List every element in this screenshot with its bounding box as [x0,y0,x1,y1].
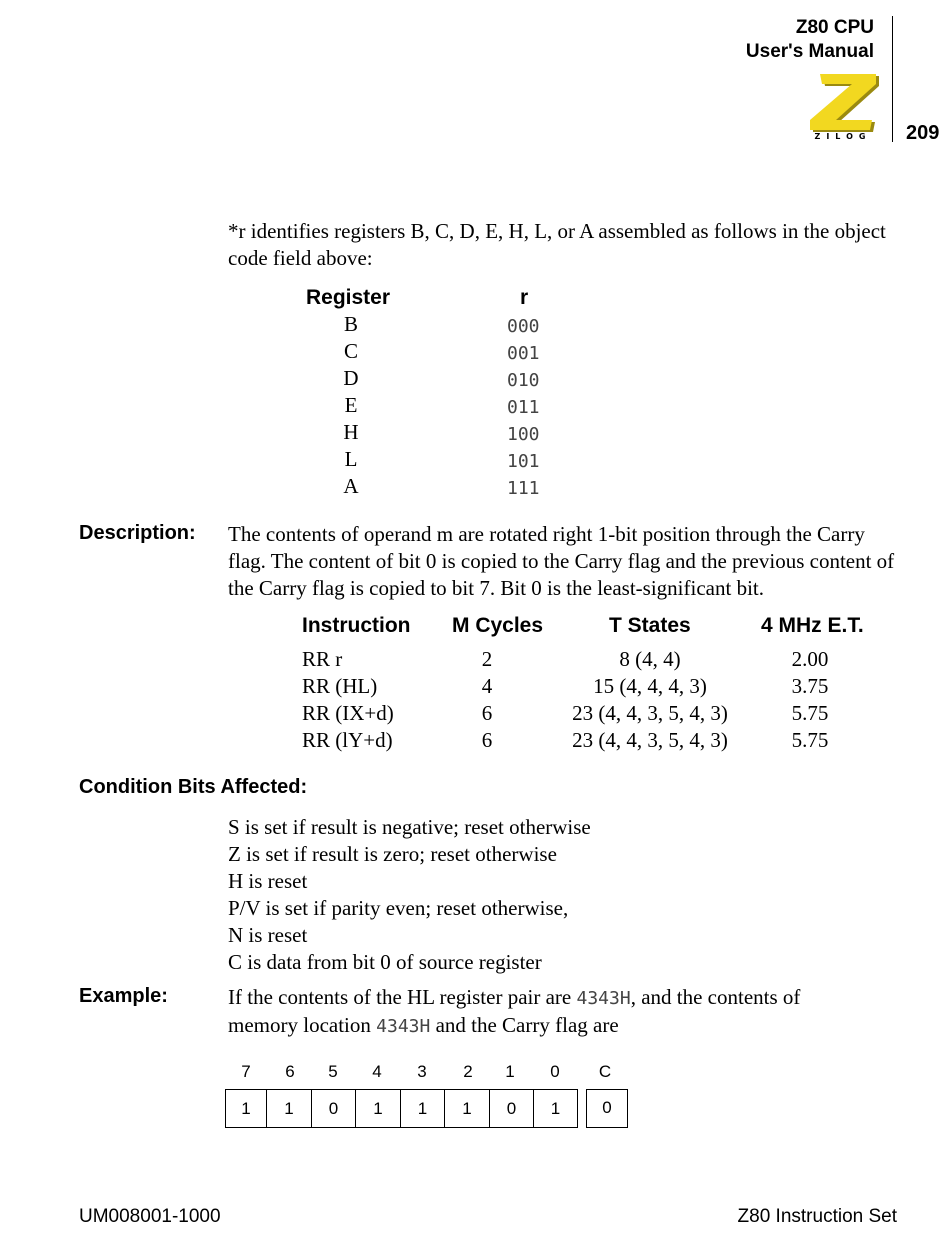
header-title [746,16,874,64]
register-code: 011 [507,397,540,418]
bit-cell: 1 [533,1089,578,1128]
condition-bits-list [228,814,908,976]
bit-label: 5 [328,1062,338,1081]
register-code: 001 [507,343,540,364]
m-cycles-cell: 6 [481,728,493,752]
footer-document-number: UM008001-1000 [79,1206,221,1227]
example-line-2 [228,1012,908,1040]
et-cell: 5.75 [791,701,829,725]
condition-bits-label: Condition Bits Affected: [79,776,308,798]
t-states-cell: 23 (4, 4, 3, 5, 4, 3) [572,701,728,725]
register-name: B [343,312,358,336]
bit-label: 7 [241,1062,251,1081]
header-divider [892,16,893,142]
header-title-line1: Z80 CPU [795,17,874,38]
example-text-part: If the contents of the HL register pair are [228,985,577,1009]
m-cycles-cell: 6 [481,701,493,725]
example-text [228,984,908,1040]
example-address-code: 4343H [376,1016,431,1037]
register-column-header: Register [306,286,391,309]
m-cycles-header: M Cycles [452,614,544,637]
bit-label: 3 [417,1062,427,1081]
example-line-1 [228,984,908,1012]
register-code: 000 [507,316,540,337]
condition-bit-line: Z is set if result is zero; reset otherwise [228,842,557,866]
register-code: 111 [507,478,540,499]
example-text-part: , and the contents of [630,985,801,1009]
instruction-cell: RR r [302,647,343,671]
t-states-cell: 8 (4, 4) [619,647,681,671]
m-cycles-cell: 4 [481,674,493,698]
carry-cell: 0 [586,1089,628,1128]
bit-cell: 1 [400,1089,445,1128]
instruction-cell: RR (HL) [302,674,378,698]
m-cycles-cell: 2 [481,647,493,671]
bit-cell: 0 [311,1089,356,1128]
carry-label: C [598,1062,612,1081]
condition-bit-line: C is data from bit 0 of source register [228,950,542,974]
register-name: E [344,393,358,417]
bit-label: 0 [550,1062,560,1081]
condition-bit-line: S is set if result is negative; reset otherwise [228,815,591,839]
example-address-code: 4343H [576,988,631,1009]
t-states-header: T States [609,614,691,637]
r-column-header: r [520,286,529,309]
et-cell: 3.75 [791,674,829,698]
bit-cell: 1 [225,1089,267,1128]
zilog-logo [806,70,880,142]
logo-text: ZILOG [814,132,872,141]
bit-cell: 1 [266,1089,312,1128]
register-code: 100 [507,424,540,445]
bit-cell: 0 [489,1089,534,1128]
register-name: C [343,339,358,363]
example-label: Example: [79,985,168,1007]
instruction-cell: RR (lY+d) [302,728,393,752]
example-text-part: memory location [228,1013,377,1037]
header-title-line2: User's Manual [745,41,874,62]
description-text: The contents of operand m are rotated right 1-bit position through the Carry flag. The content of bit 0 is copied to the Carry flag and the previous content of the Carry flag is copied to bit 7. Bit 0 is the least-significant bit. [228,522,895,600]
bit-label: 4 [372,1062,382,1081]
condition-bit-line: H is reset [228,869,308,893]
register-name: D [343,366,359,390]
bit-label: 2 [463,1062,473,1081]
page-number: 209 [906,122,940,144]
instruction-cell: RR (IX+d) [302,701,394,725]
condition-bit-line: N is reset [228,923,308,947]
description-label: Description: [79,522,196,544]
example-text-part: and the Carry flag are [430,1013,619,1037]
register-code: 101 [507,451,540,472]
register-code: 010 [507,370,540,391]
et-cell: 2.00 [791,647,829,671]
et-header: 4 MHz E.T. [761,614,864,637]
t-states-cell: 15 (4, 4, 4, 3) [593,674,707,698]
register-name: H [343,420,359,444]
bit-cell: 1 [355,1089,401,1128]
bit-cell: 1 [444,1089,490,1128]
t-states-cell: 23 (4, 4, 3, 5, 4, 3) [572,728,728,752]
intro-paragraph: *r identifies registers B, C, D, E, H, L, or A assembled as follows in the object code field above: [228,219,886,270]
register-name: L [344,447,358,471]
register-name: A [343,474,359,498]
bit-label: 1 [505,1062,515,1081]
instruction-header: Instruction [302,614,411,637]
et-cell: 5.75 [791,728,829,752]
condition-bit-line: P/V is set if parity even; reset otherwise, [228,896,569,920]
bit-label: 6 [285,1062,295,1081]
footer-section-title: Z80 Instruction Set [737,1206,897,1227]
